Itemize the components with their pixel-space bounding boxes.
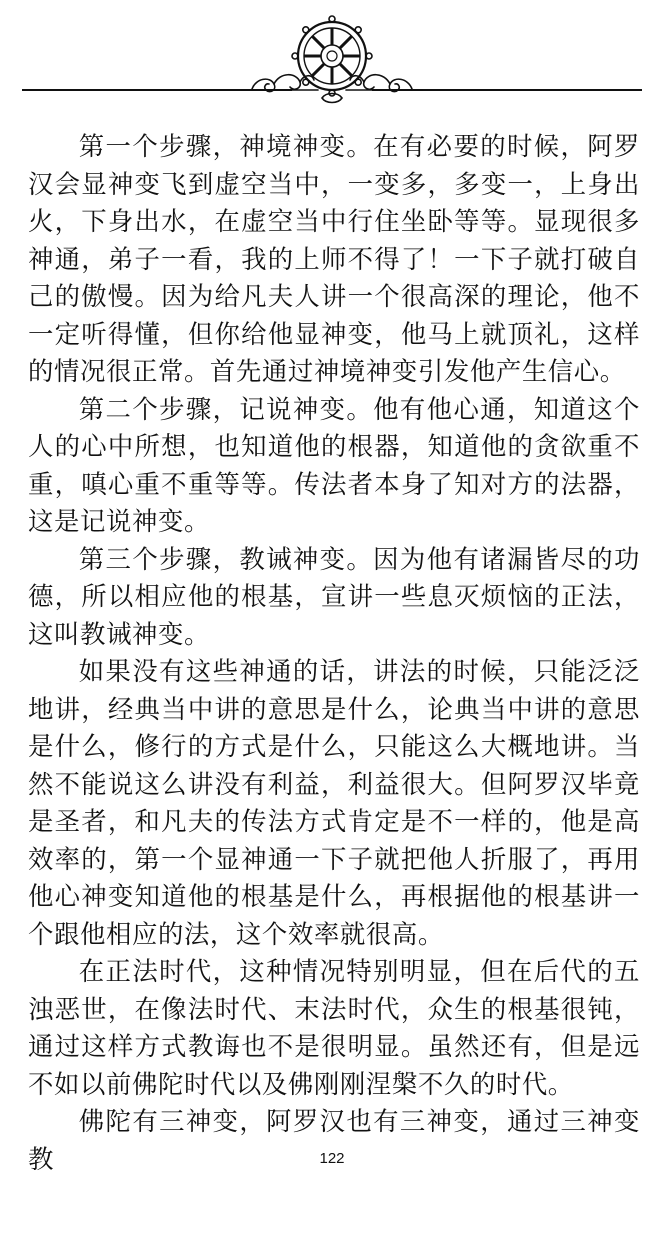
paragraph: 在正法时代，这种情况特别明显，但在后代的五浊恶世，在像法时代、末法时代，众生的根基很钝，通过这样方式教诲也不是很明显。虽然还有，但是远不如以前佛陀时代以及佛刚刚涅槃不久的时代。: [28, 956, 640, 1099]
paragraph: 第二个步骤，记说神变。他有他心通，知道这个人的心中所想，也知道他的根器，知道他的贪欲重不重，嗔心重不重等等。传法者本身了知对方的法器，这是记说神变。: [28, 393, 640, 536]
page-body: [28, 128, 640, 1178]
paragraph: 如果没有这些神通的话，讲法的时候，只能泛泛地讲，经典当中讲的意思是什么，论典当中讲的意思是什么，修行的方式是什么，只能这么大概地讲。当然不能说这么讲没有利益，利益很大。但阿罗汉毕竟是圣者，和凡夫的传法方式肯定是不一样的，他是高效率的，第一个显神通一下子就把他人折服了，再用他心神变知道他的根基是什么，再根据他的根基讲一个跟他相应的法，这个效率就很高。: [28, 656, 640, 949]
paragraph: 第三个步骤，教诫神变。因为他有诸漏皆尽的功德，所以相应他的根基，宣讲一些息灭烦恼的正法，这叫教诫神变。: [28, 543, 640, 649]
paragraph: 第一个步骤，神境神变。在有必要的时候，阿罗汉会显神变飞到虚空当中，一变多，多变一，上身出火，下身出水，在虚空当中行住坐卧等等。显现很多神通，弟子一看，我的上师不得了！一下子就打破自己的傲慢。因为给凡夫人讲一个很高深的理论，他不一定听得懂，但你给他显神变，他马上就顶礼，这样的情况很正常。首先通过神境神变引发他产生信心。: [28, 131, 640, 386]
page-number: 122: [319, 1150, 345, 1167]
dharma-wheel-icon: [232, 14, 432, 106]
paragraph: 佛陀有三神变，阿罗汉也有三神变，通过三神变教: [28, 1106, 640, 1174]
page-header: [0, 0, 664, 110]
